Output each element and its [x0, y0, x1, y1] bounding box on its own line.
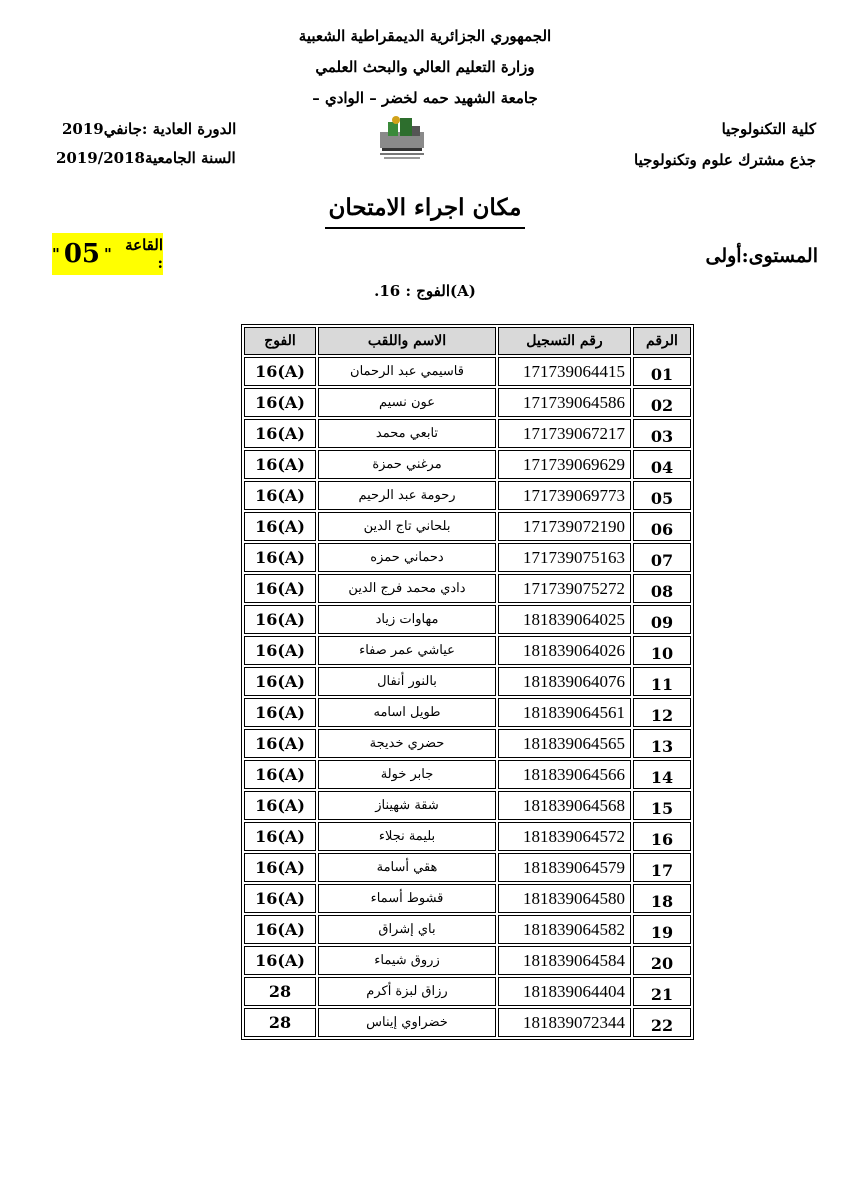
row-number: 03: [633, 419, 691, 448]
row-number: 13: [633, 729, 691, 758]
group-cell: 16(A): [244, 822, 316, 851]
registration-number: 181839064572: [498, 822, 631, 851]
group-cell: 16(A): [244, 729, 316, 758]
group-cell: 16(A): [244, 512, 316, 541]
registration-number: 171739067217: [498, 419, 631, 448]
group-cell: 16(A): [244, 667, 316, 696]
table-row: [244, 636, 691, 665]
university-logo: [374, 112, 430, 162]
row-number: 11: [633, 667, 691, 696]
group-cell: 16(A): [244, 698, 316, 727]
group-cell: 16(A): [244, 419, 316, 448]
registration-number: 181839064584: [498, 946, 631, 975]
group-cell: 16(A): [244, 605, 316, 634]
registration-number: 181839064579: [498, 853, 631, 882]
student-name: تابعي محمد: [318, 419, 496, 448]
header-number: الرقم: [633, 327, 691, 355]
registration-number: 181839072344: [498, 1008, 631, 1037]
student-name: قشوط أسماء: [318, 884, 496, 913]
hall-badge: [52, 233, 163, 275]
group-cell: 28: [244, 1008, 316, 1037]
table-row: [244, 512, 691, 541]
row-number: 19: [633, 915, 691, 944]
table-row: [244, 605, 691, 634]
row-number: 01: [633, 357, 691, 386]
table-row: [244, 853, 691, 882]
group-cell: 16(A): [244, 543, 316, 572]
group-cell: 16(A): [244, 791, 316, 820]
registration-number: 171739064586: [498, 388, 631, 417]
student-name: جابر خولة: [318, 760, 496, 789]
faculty-name: كلية التكنولوجيا: [721, 120, 816, 138]
registration-number: 171739064415: [498, 357, 631, 386]
student-name: خضراوي إيناس: [318, 1008, 496, 1037]
registration-number: 181839064076: [498, 667, 631, 696]
row-number: 17: [633, 853, 691, 882]
ministry-title: وزارة التعليم العالي والبحث العلمي: [315, 58, 535, 76]
group-cell: 16(A): [244, 388, 316, 417]
hall-quote-open: ": [104, 245, 112, 263]
student-name: هقي أسامة: [318, 853, 496, 882]
row-number: 12: [633, 698, 691, 727]
table-row: [244, 915, 691, 944]
table-row: [244, 450, 691, 479]
table-row: [244, 822, 691, 851]
registration-number: 171739069773: [498, 481, 631, 510]
table-row: [244, 884, 691, 913]
registration-number: 181839064566: [498, 760, 631, 789]
header-registration: رقم التسجيل: [498, 327, 631, 355]
row-number: 16: [633, 822, 691, 851]
row-number: 08: [633, 574, 691, 603]
table-header-row: [244, 327, 691, 355]
registration-number: 181839064404: [498, 977, 631, 1006]
student-name: عياشي عمر صفاء: [318, 636, 496, 665]
group-cell: 16(A): [244, 946, 316, 975]
registration-number: 181839064565: [498, 729, 631, 758]
registration-number: 171739075272: [498, 574, 631, 603]
registration-number: 171739075163: [498, 543, 631, 572]
student-name: رحومة عبد الرحيم: [318, 481, 496, 510]
student-name: دحماني حمزه: [318, 543, 496, 572]
table-row: [244, 388, 691, 417]
student-name: مرغني حمزة: [318, 450, 496, 479]
student-name: شقة شهيناز: [318, 791, 496, 820]
hall-quote-close: ": [52, 245, 60, 263]
hall-number: 05: [63, 239, 101, 269]
session-label: الدورة العادية :جانفي2019: [62, 120, 237, 138]
row-number: 02: [633, 388, 691, 417]
header-group: الفوج: [244, 327, 316, 355]
table-row: [244, 419, 691, 448]
registration-number: 171739069629: [498, 450, 631, 479]
row-number: 15: [633, 791, 691, 820]
header-name: الاسم واللقب: [318, 327, 496, 355]
student-name: رزاق لبزة أكرم: [318, 977, 496, 1006]
row-number: 22: [633, 1008, 691, 1037]
group-cell: 16(A): [244, 574, 316, 603]
student-name: بالنور أنفال: [318, 667, 496, 696]
registration-number: 181839064561: [498, 698, 631, 727]
registration-number: 171739072190: [498, 512, 631, 541]
student-name: عون نسيم: [318, 388, 496, 417]
registration-number: 181839064582: [498, 915, 631, 944]
table-row: [244, 543, 691, 572]
group-cell: 16(A): [244, 636, 316, 665]
table-row: [244, 791, 691, 820]
group-cell: 16(A): [244, 884, 316, 913]
row-number: 10: [633, 636, 691, 665]
student-name: طويل اسامه: [318, 698, 496, 727]
group-line: .الفوج : 16(A): [374, 282, 476, 300]
group-cell: 16(A): [244, 357, 316, 386]
row-number: 18: [633, 884, 691, 913]
row-number: 09: [633, 605, 691, 634]
table-row: [244, 729, 691, 758]
student-name: دادي محمد فرج الدين: [318, 574, 496, 603]
level-label: المستوى:أولى: [705, 245, 818, 267]
group-cell: 16(A): [244, 481, 316, 510]
table-row: [244, 574, 691, 603]
table-row: [244, 760, 691, 789]
row-number: 05: [633, 481, 691, 510]
group-cell: 16(A): [244, 450, 316, 479]
registration-number: 181839064026: [498, 636, 631, 665]
group-cell: 16(A): [244, 915, 316, 944]
table-row: [244, 977, 691, 1006]
republic-title: الجمهوري الجزائرية الديمقراطية الشعبية: [298, 27, 552, 45]
student-name: باي إشراق: [318, 915, 496, 944]
student-name: مهاوات زياد: [318, 605, 496, 634]
registration-number: 181839064580: [498, 884, 631, 913]
row-number: 04: [633, 450, 691, 479]
table-row: [244, 698, 691, 727]
hall-label: القاعة :: [125, 236, 163, 272]
student-name: قاسيمي عبد الرحمان: [318, 357, 496, 386]
table-row: [244, 357, 691, 386]
table-row: [244, 946, 691, 975]
student-name: حضري خديجة: [318, 729, 496, 758]
registration-number: 181839064568: [498, 791, 631, 820]
row-number: 07: [633, 543, 691, 572]
student-name: زروق شيماء: [318, 946, 496, 975]
university-title: جامعة الشهيد حمه لخضر – الوادي –: [312, 89, 538, 107]
page-title: مكان اجراء الامتحان: [0, 194, 850, 221]
group-cell: 16(A): [244, 853, 316, 882]
group-cell: 28: [244, 977, 316, 1006]
row-number: 06: [633, 512, 691, 541]
group-cell: 16(A): [244, 760, 316, 789]
row-number: 20: [633, 946, 691, 975]
registration-number: 181839064025: [498, 605, 631, 634]
table-row: [244, 481, 691, 510]
row-number: 14: [633, 760, 691, 789]
row-number: 21: [633, 977, 691, 1006]
students-table: [241, 324, 694, 1040]
table-row: [244, 667, 691, 696]
common-core-name: جذع مشترك علوم وتكنولوجيا: [634, 151, 816, 169]
student-name: بلحاني تاج الدين: [318, 512, 496, 541]
academic-year-label: السنة الجامعية2019/2018: [56, 149, 236, 167]
student-name: بليمة نجلاء: [318, 822, 496, 851]
table-row: [244, 1008, 691, 1037]
